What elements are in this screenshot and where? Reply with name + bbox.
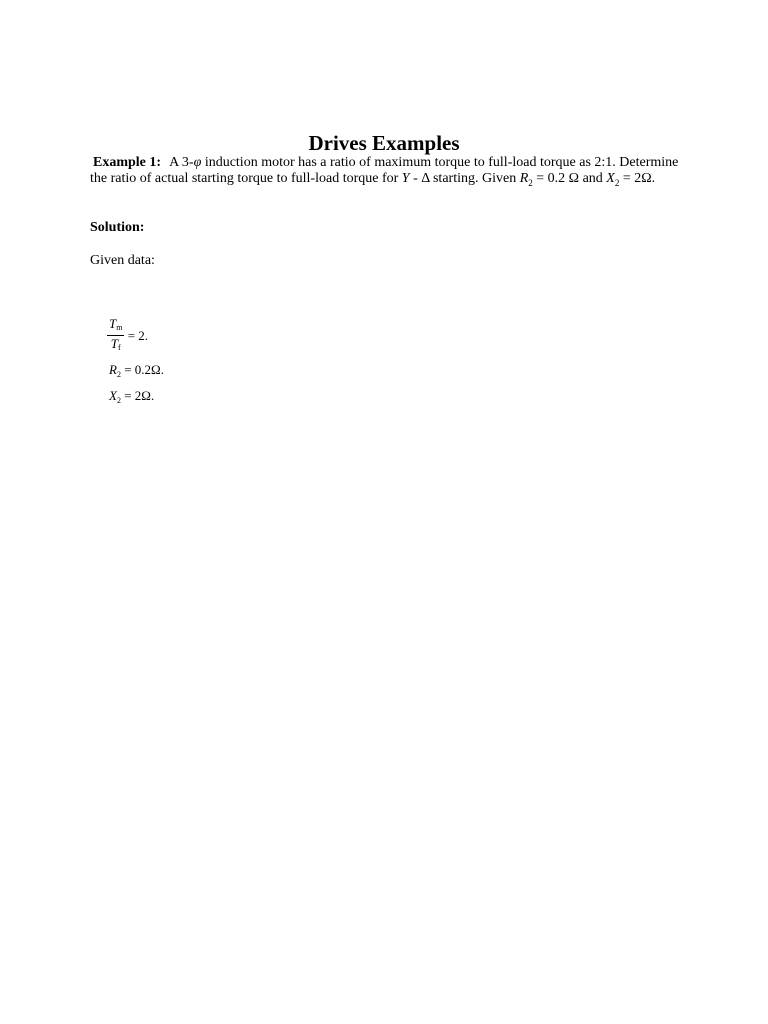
denominator-variable: T [110, 336, 119, 351]
torque-fraction [107, 316, 124, 355]
problem-text-1: A 3- [169, 155, 194, 170]
given-data-label: Given data: [90, 253, 155, 268]
phi-symbol: φ [193, 155, 202, 170]
reactance-equation [109, 388, 154, 409]
numerator-variable: T [109, 316, 117, 331]
fraction-denominator [107, 336, 124, 355]
problem-text-3: - Δ starting. Given [409, 171, 520, 186]
r-variable: R [519, 171, 529, 186]
solution-heading: Solution: [90, 220, 145, 235]
resistance-subscript: 2 [116, 370, 121, 379]
resistance-variable: R [109, 362, 117, 377]
x-subscript: 2 [614, 177, 620, 188]
x-variable: X [606, 171, 615, 186]
torque-ratio-equation [107, 316, 148, 355]
fraction-numerator [107, 316, 124, 336]
resistance-value: = 0.2Ω. [120, 362, 164, 377]
ratio-value: = 2. [127, 327, 149, 343]
problem-text-2: induction motor has a ratio of maximum torque to full-load torque as 2:1. Determine the ratio of actual starting torque to full-load torque for [90, 155, 679, 186]
denominator-subscript: f [118, 343, 121, 352]
resistance-equation [109, 362, 164, 383]
problem-statement [90, 155, 680, 191]
reactance-variable: X [109, 388, 117, 403]
r-subscript: 2 [528, 177, 533, 188]
page-title: Drives Examples [308, 131, 460, 155]
problem-text-5: = 2Ω. [619, 171, 656, 186]
problem-text-4: = 0.2 Ω and [532, 171, 607, 186]
numerator-subscript: m [116, 323, 123, 332]
reactance-value: = 2Ω. [120, 388, 155, 403]
reactance-subscript: 2 [116, 396, 121, 405]
example-label: Example 1: [93, 155, 162, 170]
star-symbol: Y [401, 171, 410, 186]
